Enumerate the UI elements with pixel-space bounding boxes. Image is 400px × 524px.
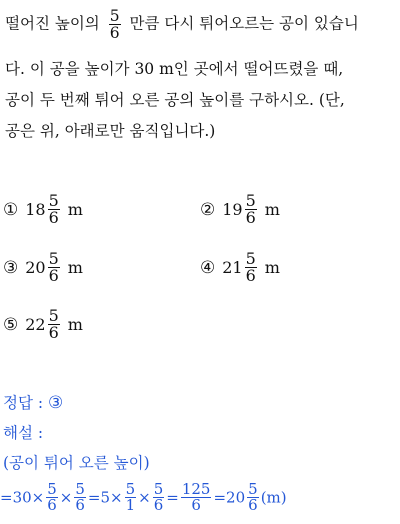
option-marker: ⑤ [3,314,19,335]
fraction-denominator: 6 [75,496,85,514]
fraction-denominator: 6 [245,208,256,227]
fraction-denominator: 1 [125,496,136,514]
fraction-denominator: 6 [48,266,59,285]
fraction-numerator: 5 [48,249,59,268]
fraction-numerator: 5 [125,480,136,498]
fraction [109,8,121,41]
fraction-denominator: 6 [48,323,59,342]
option-unit: m [264,200,280,219]
question-text: 떨어진 높이의 [5,14,100,33]
question-line-3: 공이 두 번째 튀어 오른 공의 높이를 구하시오. (단, [5,91,345,109]
option-whole-number: 18 [25,200,46,219]
equation-fraction [125,482,137,513]
fraction-denominator: 6 [191,496,201,514]
option-4[interactable] [200,251,280,284]
option-fraction [48,193,60,226]
fraction-numerator: 125 [181,480,211,498]
fraction-numerator: 5 [48,306,59,325]
option-fraction [245,251,257,284]
option-whole-number: 20 [25,258,46,277]
equation-text: × [59,488,73,507]
option-whole-number: 21 [222,258,243,277]
fraction-denominator: 6 [48,208,59,227]
option-unit: m [264,258,280,277]
question-text: 만큼 다시 튀어오르는 공이 있습니 [129,14,359,33]
equation-fraction [153,482,165,513]
equation-text: =5× [87,488,123,507]
option-unit: m [67,258,83,277]
option-3[interactable] [3,251,83,284]
equation-text: = [166,488,179,507]
option-whole-number: 22 [25,315,46,334]
fraction-numerator: 5 [153,480,164,498]
question-line-4: 공은 위, 아래로만 움직입니다.) [5,122,216,140]
answer-label: 정답 : [3,394,44,412]
fraction-numerator: 5 [75,480,85,498]
fraction-numerator: 5 [248,480,258,498]
option-marker: ① [3,199,19,220]
option-marker: ② [200,199,216,220]
option-5[interactable] [3,308,83,341]
fraction-numerator: 5 [245,249,256,268]
fraction-denominator: 6 [153,496,164,514]
fraction-numerator: 5 [47,480,57,498]
fraction-denominator: 6 [109,24,120,42]
option-marker: ③ [3,257,19,278]
option-unit: m [67,200,83,219]
question-line-2: 다. 이 공을 높이가 30 m인 곳에서 떨어뜨렸을 때, [5,60,344,78]
equation-text: =30× [0,488,45,507]
option-2[interactable] [200,193,280,226]
equation-text: =20 [213,488,246,507]
fraction-denominator: 6 [47,496,57,514]
answer-line [3,393,63,413]
equation-text: × [138,488,151,507]
fraction-numerator: 5 [109,7,120,25]
equation-fraction [181,482,212,513]
option-fraction [48,308,60,341]
option-marker: ④ [200,257,216,278]
equation-fraction [74,482,86,513]
fraction-denominator: 6 [248,496,258,514]
option-fraction [48,251,60,284]
explanation-heading: (공이 튀어 오른 높이) [3,454,150,472]
option-1[interactable] [3,193,83,226]
option-fraction [245,193,257,226]
question-line-1 [5,8,359,41]
answer-marker: ③ [48,393,64,413]
fraction-denominator: 6 [245,266,256,285]
explanation-equation [0,482,287,513]
fraction-numerator: 5 [245,191,256,210]
explanation-label: 해설 : [3,424,44,442]
equation-unit: (m) [260,488,287,507]
fraction-numerator: 5 [48,191,59,210]
equation-fraction [247,482,259,513]
option-unit: m [67,315,83,334]
option-whole-number: 19 [222,200,243,219]
equation-fraction [46,482,58,513]
